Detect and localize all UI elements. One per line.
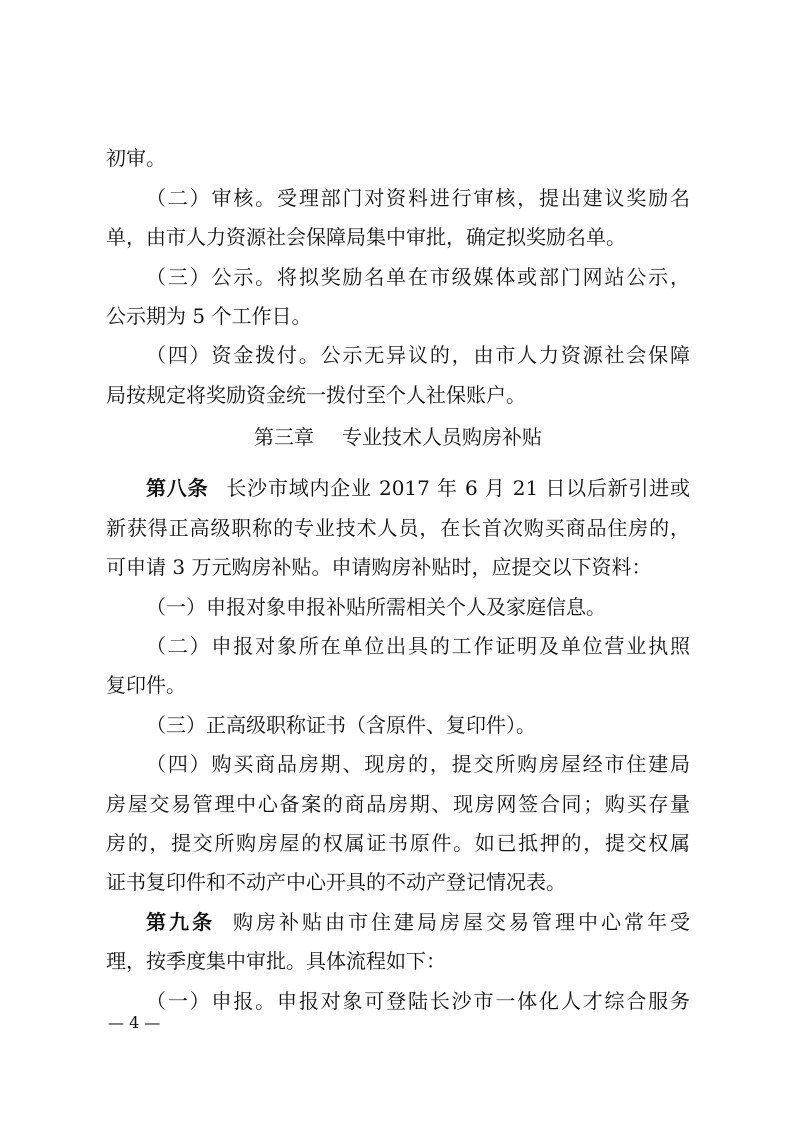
paragraph-line: 初审。 — [106, 146, 166, 170]
list-item: 证书复印件和不动产中心开具的不动产登记情况表。 — [106, 870, 566, 894]
paragraph-line: （三）公示。将拟奖励名单在市级媒体或部门网站公示， — [146, 265, 690, 289]
paragraph-line: 理，按季度集中审批。具体流程如下： — [106, 949, 446, 973]
page-number: — 4 — — [108, 1013, 161, 1032]
list-item: （二）申报对象所在单位出具的工作证明及单位营业执照 — [146, 634, 690, 658]
article-label: 第九条 — [146, 910, 215, 934]
list-item: 房屋交易管理中心备案的商品房期、现房网签合同；购买存量 — [106, 792, 690, 816]
paragraph-line: 可申请 3 万元购房补贴。申请购房补贴时，应提交以下资料： — [106, 555, 652, 579]
article-text: 长沙市域内企业 2017 年 6 月 21 日以后新引进或 — [226, 476, 691, 500]
article-label: 第八条 — [146, 476, 209, 500]
paragraph-line: 单，由市人力资源社会保障局集中审批，确定拟奖励名单。 — [106, 225, 626, 249]
paragraph-line: （一）申报。申报对象可登陆长沙市一体化人才综合服务 — [146, 989, 690, 1013]
list-item: （一）申报对象申报补贴所需相关个人及家庭信息。 — [146, 595, 606, 619]
paragraph-line: 局按规定将奖励资金统一拨付至个人社保账户。 — [106, 383, 526, 407]
article-text: 购房补贴由市住建局房屋交易管理中心常年受 — [233, 910, 690, 934]
chapter-number: 第三章 — [254, 425, 314, 449]
chapter-title: 专业技术人员购房补贴 — [342, 425, 542, 449]
list-item: 复印件。 — [106, 673, 186, 697]
paragraph-line: 公示期为 5 个工作日。 — [106, 304, 312, 328]
article-9-line-1 — [146, 909, 690, 935]
paragraph-line: （二）审核。受理部门对资料进行审核，提出建议奖励名 — [146, 186, 690, 210]
article-8-line-1 — [146, 475, 690, 501]
paragraph-line: 新获得正高级职称的专业技术人员，在长首次购买商品住房的， — [106, 516, 690, 540]
list-item: （三）正高级职称证书（含原件、复印件）。 — [146, 713, 536, 737]
paragraph-line: （四）资金拨付。公示无异议的，由市人力资源社会保障 — [146, 343, 690, 367]
list-item: 房的，提交所购房屋的权属证书原件。如已抵押的，提交权属 — [106, 831, 690, 855]
list-item: （四）购买商品房期、现房的，提交所购房屋经市住建局 — [146, 752, 690, 776]
chapter-heading — [106, 424, 690, 450]
